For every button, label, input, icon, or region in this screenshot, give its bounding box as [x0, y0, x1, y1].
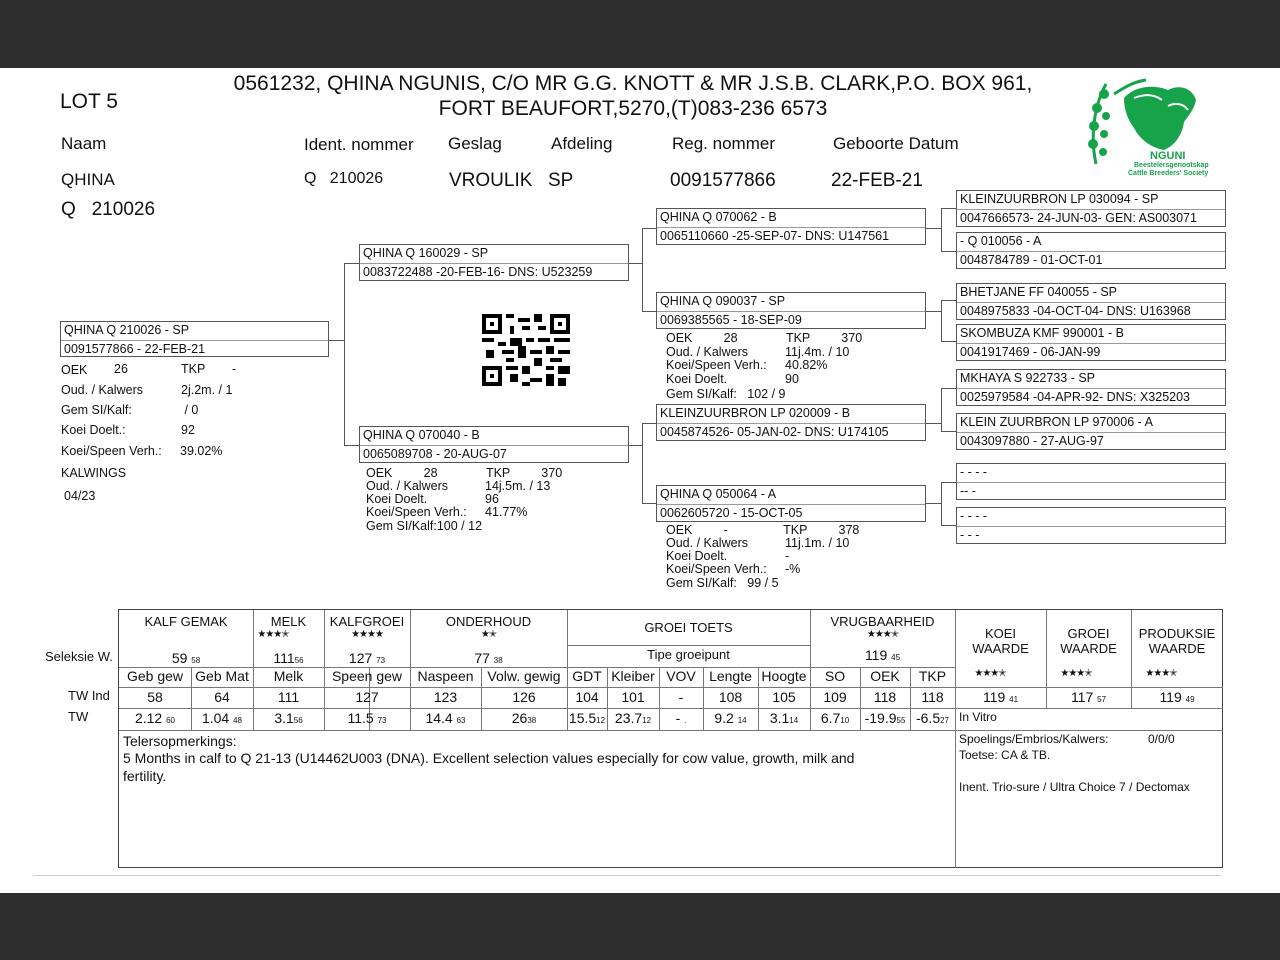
tw-cell: 2.12 60	[134, 710, 176, 726]
in-vitro-label: In Vitro	[959, 710, 997, 724]
connector	[941, 208, 942, 251]
connector	[926, 228, 941, 229]
hdr-groei-1: GROEI	[1067, 626, 1110, 641]
subject-line-1: QHINA Q 210026 - SP	[64, 323, 190, 337]
connector	[941, 431, 956, 432]
remarks-line-1: 5 Months in calf to Q 21-13 (U14462U003 (DNA). Excellent selection values especially for cow value, growth, milk and	[123, 750, 855, 766]
hdr-prod-1: PRODUKSIE	[1138, 626, 1216, 641]
ggp3-line-1: BHETJANE FF 040055 - SP	[960, 285, 1118, 299]
sub-naspeen: Naspeen	[417, 668, 474, 684]
ggp8-line-2: - - -	[960, 528, 980, 542]
twind-cell: 108	[718, 689, 743, 705]
gp2-line-1: QHINA Q 090037 - SP	[660, 294, 786, 308]
col-geboorte: Geboorte Datum	[833, 134, 959, 153]
sub-so: SO	[824, 668, 846, 684]
gp4-gem: Gem SI/Kalf: 99 / 5	[666, 576, 779, 590]
sel-vrug: 119 45	[864, 647, 901, 663]
connector	[926, 311, 941, 312]
connector	[629, 445, 642, 446]
dam-doelt-label: Koei Doelt.	[366, 492, 428, 506]
tw-cell: 14.4 63	[425, 710, 466, 726]
dam-doelt-value: 96	[485, 492, 499, 506]
gp4-oud-label: Oud. / Kalwers	[666, 536, 748, 550]
melk-stars: ★★★✭	[257, 629, 289, 640]
spoelings-value: 0/0/0	[1148, 732, 1175, 746]
owner-line-1: 0561232, QHINA NGUNIS, C/O MR G.G. KNOTT & MR J.S.B. CLARK,P.O. BOX 961,	[233, 72, 1033, 95]
subject-tkp-label: TKP	[181, 362, 206, 376]
twind-cell: 58	[147, 689, 163, 705]
connector	[344, 263, 345, 445]
gp4-line-2: 0062605720 - 15-OCT-05	[660, 506, 803, 520]
ggp6-line-2: 0043097880 - 27-AUG-97	[960, 434, 1104, 448]
twind-koei: 119 41	[982, 689, 1019, 705]
ggp1-line-2: 0047666573- 24-JUN-03- GEN: AS003071	[960, 211, 1197, 225]
gp3-line-1: KLEINZUURBRON LP 020009 - B	[660, 406, 851, 420]
dam-verh-label: Koei/Speen Verh.:	[366, 505, 467, 519]
grandparent-box-4	[656, 485, 926, 522]
animal-reg: 0091577866	[670, 170, 776, 191]
col-ident: Ident. nommer	[304, 135, 414, 154]
twind-cell: 104	[575, 689, 599, 705]
lot-number: LOT 5	[60, 90, 118, 113]
tw-cell: 11.5 73	[347, 710, 387, 726]
ggp6-line-1: KLEIN ZUURBRON LP 970006 - A	[960, 415, 1153, 429]
ggp1-line-1: KLEINZUURBRON LP 030094 - SP	[960, 192, 1159, 206]
groei-stars: ★★★✭	[1060, 668, 1092, 679]
gp4-doelt-label: Koei Doelt.	[666, 549, 728, 563]
subject-tkp-value: -	[232, 362, 237, 376]
dam-oud-value: 14j.5m. / 13	[485, 479, 551, 493]
onderhoud-stars: ★✭	[480, 629, 497, 640]
ggp7-line-2: -- -	[960, 484, 976, 498]
sire-line-2: 0083722488 -20-FEB-16- DNS: U523259	[363, 265, 593, 279]
col-reg: Reg. nommer	[672, 134, 775, 153]
hdr-onderhoud: ONDERHOUD	[445, 614, 532, 629]
sub-geb-mat: Geb Mat	[195, 668, 249, 684]
animal-naam: QHINA	[61, 170, 115, 189]
dam-oud-label: Oud. / Kalwers	[366, 479, 448, 493]
animal-geslag: VROULIK	[449, 170, 533, 191]
sub-gdt: GDT	[572, 668, 602, 684]
sel-kalf: 59 58	[171, 650, 201, 666]
gp2-verh-label: Koei/Speen Verh.:	[666, 358, 767, 372]
footer-divider	[33, 875, 1221, 876]
koei-stars: ★★★✭	[974, 668, 1006, 679]
row-label-tw: TW	[68, 709, 89, 724]
connector	[642, 311, 656, 312]
tw-cell: 1.04 48	[201, 710, 243, 726]
gp2-gem: Gem SI/Kalf: 102 / 9	[666, 387, 786, 401]
twind-cell: 64	[214, 689, 230, 705]
sub-oek: OEK	[870, 668, 900, 684]
dam-line-1: QHINA Q 070040 - B	[363, 428, 480, 442]
qr-code-icon	[482, 313, 570, 387]
connector	[941, 525, 956, 526]
connector	[629, 263, 642, 264]
tw-cell: -6.527	[915, 710, 950, 726]
top-dark-bar	[0, 0, 1280, 68]
owner-line-2: FORT BEAUFORT,5270,(T)083-236 6573	[438, 97, 828, 120]
gp2-oud-label: Oud. / Kalwers	[666, 345, 748, 359]
ggp5-line-1: MKHAYA S 922733 - SP	[960, 371, 1096, 385]
twind-cell: 123	[433, 689, 458, 705]
gp4-line-1: QHINA Q 050064 - A	[660, 487, 777, 501]
gp1-line-1: QHINA Q 070062 - B	[660, 210, 777, 224]
connector	[941, 300, 956, 301]
tw-cell: 3.156	[274, 710, 303, 726]
inent: Inent. Trio-sure / Ultra Choice 7 / Dectomax	[959, 780, 1190, 794]
gp2-line-2: 0069385565 - 18-SEP-09	[660, 313, 802, 327]
dam-gem: Gem SI/Kalf:100 / 12	[366, 519, 483, 533]
subject-box	[60, 321, 329, 357]
ggp2-line-1: - Q 010056 - A	[960, 234, 1042, 248]
sub-volw: Volw. gewig	[487, 668, 561, 684]
ggp2-line-2: 0048784789 - 01-OCT-01	[960, 253, 1103, 267]
tw-cell: - .	[675, 710, 687, 726]
ggp-box-6	[956, 413, 1226, 450]
gp4-oud-value: 11j.1m. / 10	[785, 536, 850, 550]
ggp-box-8	[956, 507, 1226, 544]
sub-geb-gew: Geb gew	[126, 668, 184, 684]
hdr-groei-2: WAARDE	[1060, 641, 1117, 656]
tw-cell: 23.712	[614, 710, 652, 726]
row-label-seleksie: Seleksie W.	[45, 649, 113, 664]
tw-cell: 9.2 14	[714, 710, 747, 726]
connector	[941, 388, 942, 431]
qr-code	[482, 313, 570, 387]
dam-box	[359, 426, 629, 463]
connector	[329, 340, 344, 341]
bottom-dark-bar	[0, 893, 1280, 960]
ggp-box-4	[956, 324, 1226, 361]
ggp-box-2	[956, 232, 1226, 269]
connector	[941, 300, 942, 341]
col-afdeling: Afdeling	[551, 134, 613, 153]
connector	[344, 263, 360, 264]
gp4-verh-label: Koei/Speen Verh.:	[666, 562, 767, 576]
connector	[642, 228, 643, 311]
connector	[344, 445, 360, 446]
hdr-kalfgroei: KALFGROEI	[329, 614, 405, 629]
connector	[941, 388, 956, 389]
subject-gem-value: / 0	[181, 403, 199, 417]
hdr-koei-2: WAARDE	[972, 641, 1029, 656]
ggp-box-3	[956, 283, 1226, 320]
subject-verh-value: 39.02%	[180, 444, 223, 458]
ggp4-line-2: 0041917469 - 06-JAN-99	[960, 345, 1101, 359]
gp2-verh-value: 40.82%	[785, 358, 828, 372]
ggp-box-7	[956, 463, 1226, 500]
twind-cell: 127	[355, 689, 379, 705]
animal-geboorte: 22-FEB-21	[831, 170, 923, 191]
gp2-doelt-label: Koei Doelt.	[666, 372, 728, 386]
connector	[642, 503, 656, 504]
hdr-melk: MELK	[270, 614, 307, 629]
subject-gem-label: Gem SI/Kalf:	[61, 403, 132, 417]
twind-cell: 101	[621, 689, 645, 705]
connector	[941, 341, 956, 342]
tw-cell: 6.710	[820, 710, 850, 726]
twind-cell: 105	[772, 689, 796, 705]
connector	[941, 482, 942, 525]
sub-tkp: TKP	[918, 668, 947, 684]
sub-speen-gew: Speen gew	[331, 668, 403, 684]
animal-afdeling: SP	[548, 170, 574, 191]
vrug-stars: ★★★✭	[866, 629, 899, 640]
subject-line-2: 0091577866 - 22-FEB-21	[64, 342, 206, 356]
gp2-oek-row: OEK 28 TKP 370	[666, 331, 863, 345]
gp1-line-2: 0065110660 -25-SEP-07- DNS: U147561	[660, 229, 890, 243]
twind-cell: 118	[921, 689, 944, 705]
hdr-koei-1: KOEI	[984, 626, 1017, 641]
ggp8-line-1: - - - -	[960, 509, 988, 523]
gp3-line-2: 0045874526- 05-JAN-02- DNS: U174105	[660, 425, 889, 439]
connector	[941, 482, 956, 483]
ggp5-line-2: 0025979584 -04-APR-92- DNS: X325203	[960, 390, 1191, 404]
animal-ident: Q 210026	[304, 170, 384, 187]
gp2-oud-value: 11j.4m. / 10	[785, 345, 850, 359]
grandparent-box-1	[656, 208, 926, 245]
remarks-line-2: fertility.	[123, 768, 167, 784]
kalfgroei-stars: ★★★★	[351, 629, 383, 640]
hdr-vrugbaarheid: VRUGBAARHEID	[830, 614, 935, 629]
ggp4-line-1: SKOMBUZA KMF 990001 - B	[960, 326, 1124, 340]
sire-box	[359, 244, 629, 281]
sire-line-1: QHINA Q 160029 - SP	[363, 246, 489, 260]
subject-doelt-value: 92	[181, 423, 195, 437]
nguni-logo	[1084, 76, 1234, 180]
tw-cell: 3.114	[769, 710, 799, 726]
sub-kleiber: Kleiber	[611, 668, 655, 684]
kalwings-label: KALWINGS	[61, 466, 127, 480]
connector	[941, 208, 956, 209]
connector	[926, 423, 941, 424]
ggp3-line-2: 0048975833 -04-OCT-04- DNS: U163968	[960, 304, 1191, 318]
connector	[926, 503, 941, 504]
dam-line-2: 0065089708 - 20-AUG-07	[363, 447, 507, 461]
subject-verh-label: Koei/Speen Verh.:	[61, 444, 162, 458]
subject-oek-label: OEK	[61, 363, 88, 377]
breeding-values-table	[118, 609, 1223, 868]
gp2-doelt-value: 90	[785, 372, 799, 386]
sel-melk: 11156	[273, 650, 304, 666]
hdr-kalf-gemak: KALF GEMAK	[144, 614, 228, 629]
col-naam: Naam	[61, 134, 107, 153]
tw-cell: 2638	[511, 710, 537, 726]
sub-vov: VOV	[666, 668, 696, 684]
ggp-box-1	[956, 190, 1226, 227]
twind-cell: 109	[823, 689, 847, 705]
animal-big-id: Q 210026	[61, 199, 156, 220]
grandparent-box-3	[656, 404, 926, 441]
ggp7-line-1: - - - -	[960, 465, 988, 479]
sub-lengte: Lengte	[709, 668, 752, 684]
sel-onderhoud: 77 38	[474, 650, 503, 666]
twind-cell: 118	[873, 689, 897, 705]
tw-cell: -19.955	[864, 710, 906, 726]
gp4-verh-value: -%	[785, 562, 801, 576]
kalwings-date: 04/23	[64, 489, 96, 503]
subject-doelt-label: Koei Doelt.:	[61, 423, 126, 437]
connector	[941, 251, 956, 252]
dam-oek-row: OEK 28 TKP 370	[366, 466, 563, 480]
grandparent-box-2	[656, 292, 926, 329]
twind-prod: 119 49	[1159, 689, 1195, 705]
hdr-tipe: Tipe groeipunt	[647, 647, 730, 662]
twind-cell: -	[678, 689, 684, 705]
logo-name: NGUNI	[1150, 150, 1186, 162]
col-geslag: Geslag	[448, 134, 502, 153]
twind-cell: 111	[277, 689, 300, 705]
toetse: Toetse: CA & TB.	[959, 748, 1051, 762]
ggp-box-5	[956, 369, 1226, 406]
sub-hoogte: Hoogte	[761, 668, 807, 684]
hdr-groei-toets: GROEI TOETS	[644, 620, 733, 635]
subject-oud-label: Oud. / Kalwers	[61, 383, 143, 397]
twind-cell: 126	[512, 689, 536, 705]
hdr-prod-2: WAARDE	[1148, 641, 1206, 656]
connector	[642, 423, 656, 424]
gp4-oek-row: OEK - TKP 378	[666, 523, 860, 537]
gp4-doelt-value: -	[785, 549, 790, 563]
sel-kalfgroei: 127 73	[348, 650, 386, 666]
sub-melk: Melk	[273, 668, 304, 684]
dam-verh-value: 41.77%	[485, 505, 528, 519]
tw-cell: 15.512	[568, 710, 606, 726]
logo-sub1: Beestelersgenootskap	[1134, 162, 1209, 169]
twind-groei: 117 57	[1070, 689, 1107, 705]
connector	[642, 423, 643, 503]
row-label-twind: TW Ind	[68, 688, 110, 703]
subject-oud-value: 2j.2m. / 1	[181, 383, 233, 397]
prod-stars: ★★★✭	[1145, 668, 1177, 679]
logo-sub2: Cattle Breeders' Society	[1128, 170, 1209, 177]
spoelings-label: Spoelings/Embrios/Kalwers:	[959, 732, 1109, 746]
subject-oek-value: 26	[114, 362, 128, 376]
remarks-title: Telersopmerkings:	[123, 733, 237, 749]
connector	[642, 228, 656, 229]
